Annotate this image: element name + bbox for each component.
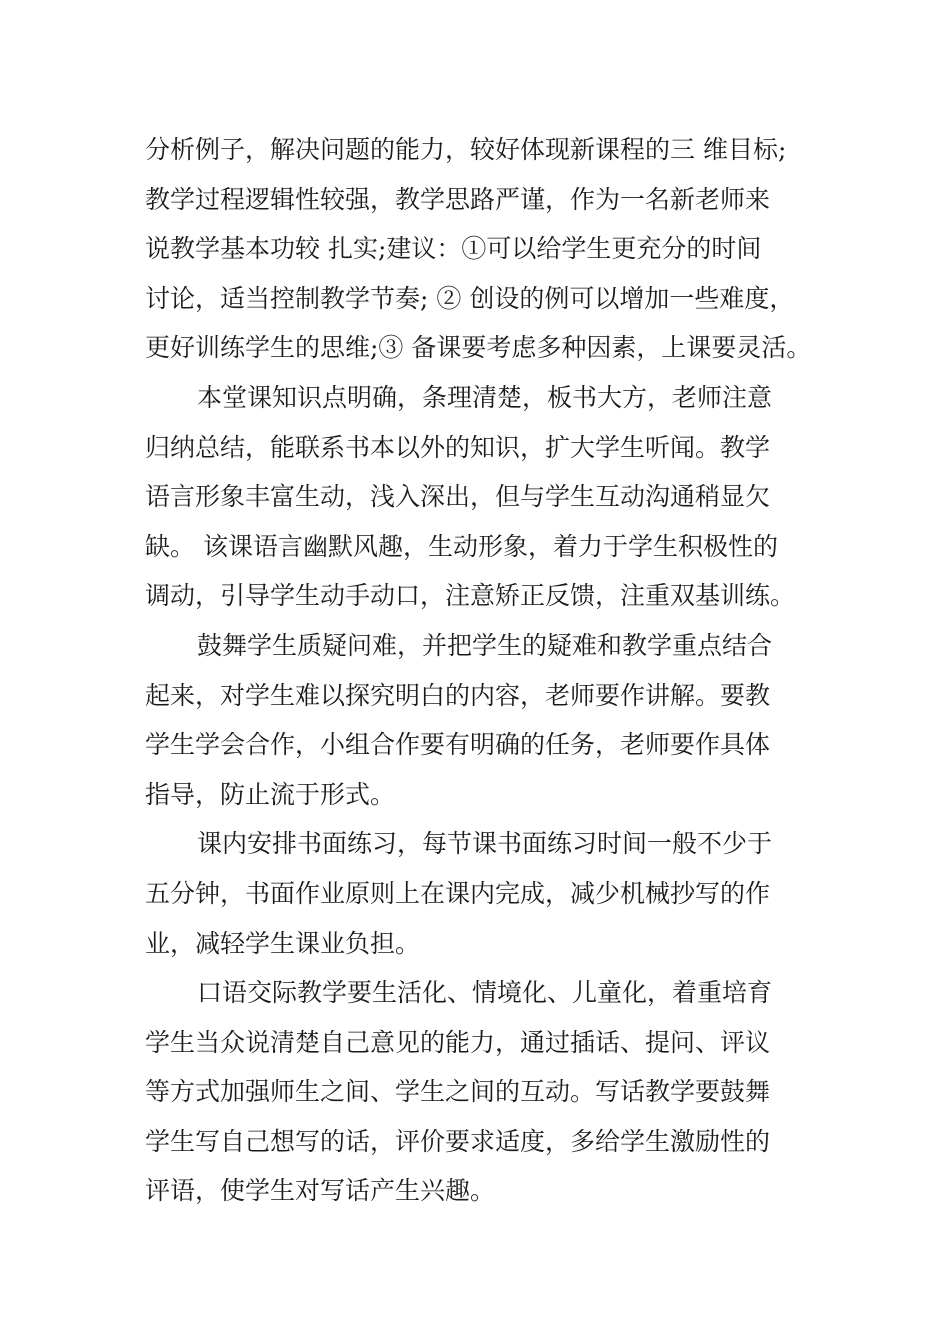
text-line: 调动，引导学生动手动口，注意矫正反馈，注重双基训练。 [145, 581, 796, 611]
text-line: 五分钟，书面作业原则上在课内完成，减少机械抄写的作 [145, 878, 771, 908]
text-line: 学生学会合作，小组合作要有明确的任务，老师要作具体 [145, 730, 771, 760]
paragraph-first-line: 本堂课知识点明确，条理清楚，板书大方，老师注意 [197, 382, 773, 412]
text-line: 语言形象丰富生动，浅入深出，但与学生互动沟通稍显欠 [145, 482, 771, 512]
text-line: 讨论，适当控制教学节奏; ② 创设的例可以增加一些难度， [145, 283, 795, 313]
text-line: 指导，防止流于形式。 [145, 779, 396, 809]
text-line: 教学过程逻辑性较强，教学思路严谨，作为一名新老师来 [145, 184, 771, 214]
paragraph-first-line: 口语交际教学要生活化、情境化、儿童化，着重培育 [197, 978, 773, 1008]
text-line: 等方式加强师生之间、学生之间的互动。写话教学要鼓舞 [145, 1077, 771, 1107]
text-line: 缺。 该课语言幽默风趣，生动形象，着力于学生积极性的 [145, 531, 778, 561]
text-line: 评语，使学生对写话产生兴趣。 [145, 1176, 496, 1206]
text-line: 分析例子，解决问题的能力，较好体现新课程的三 维目标; [145, 135, 787, 164]
text-line: 学生写自己想写的话，评价要求适度，多给学生激励性的 [145, 1126, 771, 1156]
text-line: 起来，对学生难以探究明白的内容，老师要作讲解。要教 [145, 680, 771, 710]
text-line: 更好训练学生的思维;③ 备课要考虑多种因素，上课要灵活。 [145, 333, 812, 363]
text-line: 归纳总结，能联系书本以外的知识，扩大学生听闻。教学 [145, 432, 771, 462]
paragraph-first-line: 课内安排书面练习，每节课书面练习时间一般不少于 [197, 829, 773, 859]
text-line: 说教学基本功较 扎实;建议：①可以给学生更充分的时间 [145, 234, 762, 264]
text-line: 学生当众说清楚自己意见的能力，通过插话、提问、评议 [145, 1027, 771, 1057]
paragraph-first-line: 鼓舞学生质疑问难，并把学生的疑难和教学重点结合 [197, 630, 773, 660]
document-body [145, 125, 815, 1216]
text-line: 业，减轻学生课业负担。 [145, 928, 421, 958]
